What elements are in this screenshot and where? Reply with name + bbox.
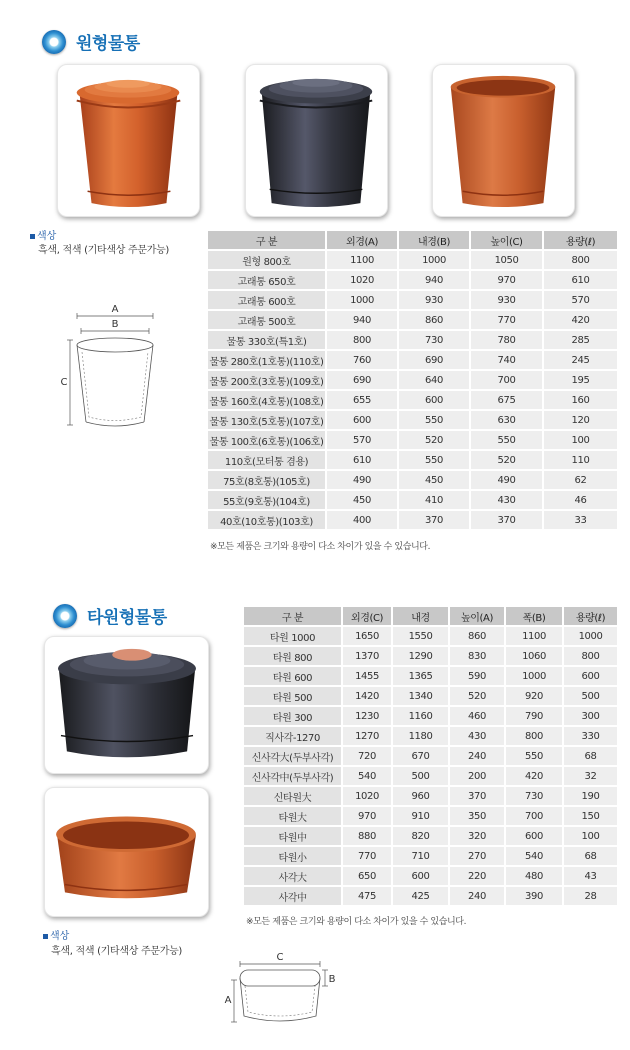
table-cell-model: 물통 130호(5호통)(107호) (208, 411, 327, 429)
table-cell-model: 물통 280호(1호통)(110호) (208, 351, 327, 369)
table-cell-value: 420 (506, 767, 564, 785)
table-row (208, 391, 617, 409)
table-cell-value: 1020 (343, 787, 393, 805)
table-cell-value: 600 (564, 667, 617, 685)
table-row (244, 867, 617, 885)
table-cell-model: 타원 500 (244, 687, 343, 705)
table-cell-value: 930 (399, 291, 471, 309)
table-cell-value: 120 (544, 411, 617, 429)
table-cell-value: 670 (393, 747, 450, 765)
table-row (244, 807, 617, 825)
table-cell-model: 원형 800호 (208, 251, 327, 269)
table-cell-value: 1180 (393, 727, 450, 745)
table-cell-value: 760 (327, 351, 399, 369)
blue-circle-bullet-icon (53, 604, 77, 628)
table-row (244, 627, 617, 645)
table-cell-value: 1160 (393, 707, 450, 725)
table-row (208, 511, 617, 529)
table-cell-model: 타원 300 (244, 707, 343, 725)
table-cell-value: 480 (506, 867, 564, 885)
round-tub-spec-table (208, 229, 617, 531)
table-cell-value: 655 (327, 391, 399, 409)
table-cell-value: 1290 (393, 647, 450, 665)
table-cell-value: 550 (399, 411, 471, 429)
table-header-cell: 외경(C) (343, 607, 393, 625)
dimension-label-a: A (111, 304, 119, 315)
table-cell-value: 490 (327, 471, 399, 489)
table-cell-model: 물통 200호(3호통)(109호) (208, 371, 327, 389)
table-row (244, 727, 617, 745)
table-row (244, 767, 617, 785)
table-cell-value: 570 (327, 431, 399, 449)
dimension-label-b: B (328, 974, 336, 985)
table-header-cell: 높이(A) (450, 607, 506, 625)
table-header-cell: 내경 (393, 607, 450, 625)
table-row (208, 411, 617, 429)
table-row (208, 351, 617, 369)
table-cell-value: 420 (544, 311, 617, 329)
table-cell-model: 물통 100호(6호통)(106호) (208, 431, 327, 449)
square-bullet-icon (43, 934, 48, 939)
table-header-cell: 높이(C) (471, 231, 544, 249)
table-cell-value: 780 (471, 331, 544, 349)
table-cell-value: 245 (544, 351, 617, 369)
table-cell-value: 1365 (393, 667, 450, 685)
table-cell-value: 400 (327, 511, 399, 529)
table-cell-value: 570 (544, 291, 617, 309)
table-cell-value: 920 (506, 687, 564, 705)
table-cell-model: 물통 330호(특1호) (208, 331, 327, 349)
table-cell-value: 520 (399, 431, 471, 449)
table-cell-value: 600 (327, 411, 399, 429)
table-cell-value: 960 (393, 787, 450, 805)
table-cell-model: 타원小 (244, 847, 343, 865)
black-oval-tub-with-lid-photo (44, 636, 209, 774)
table-cell-value: 860 (399, 311, 471, 329)
table-cell-value: 730 (399, 331, 471, 349)
table-cell-value: 590 (450, 667, 506, 685)
table-cell-value: 500 (564, 687, 617, 705)
red-oval-tub-open-photo (44, 787, 209, 917)
table-cell-value: 520 (450, 687, 506, 705)
table-cell-value: 240 (450, 887, 506, 905)
section1-note: ※모든 제품은 크기와 용량이 다소 차이가 있을 수 있습니다. (210, 542, 431, 552)
table-cell-value: 150 (564, 807, 617, 825)
table-cell-value: 450 (327, 491, 399, 509)
blue-circle-bullet-icon (42, 30, 66, 54)
table-cell-value: 1370 (343, 647, 393, 665)
table-header-cell: 내경(B) (399, 231, 471, 249)
table-cell-model: 타원大 (244, 807, 343, 825)
table-cell-value: 1340 (393, 687, 450, 705)
table-row (208, 451, 617, 469)
section2-note: ※모든 제품은 크기와 용량이 다소 차이가 있을 수 있습니다. (246, 917, 467, 927)
table-cell-value: 160 (544, 391, 617, 409)
table-cell-value: 700 (506, 807, 564, 825)
table-row (208, 251, 617, 269)
section1-color-value: 흑색, 적색 (기타색상 주문가능) (38, 245, 170, 256)
table-cell-value: 1420 (343, 687, 393, 705)
table-cell-value: 1270 (343, 727, 393, 745)
table-cell-value: 600 (399, 391, 471, 409)
square-bullet-icon (30, 234, 35, 239)
dimension-label-c: C (60, 377, 68, 388)
table-cell-value: 540 (506, 847, 564, 865)
table-row (244, 827, 617, 845)
table-cell-value: 190 (564, 787, 617, 805)
table-cell-value: 270 (450, 847, 506, 865)
table-cell-value: 610 (327, 451, 399, 469)
table-cell-value: 350 (450, 807, 506, 825)
section2-title (53, 603, 167, 628)
table-cell-value: 940 (399, 271, 471, 289)
table-cell-value: 46 (544, 491, 617, 509)
table-cell-value: 600 (393, 867, 450, 885)
table-header-cell: 용량(ℓ) (544, 231, 617, 249)
table-cell-value: 370 (399, 511, 471, 529)
table-cell-value: 195 (544, 371, 617, 389)
table-cell-value: 1650 (343, 627, 393, 645)
table-header-cell: 구 분 (208, 231, 327, 249)
table-header-row (208, 231, 617, 249)
dimension-label-b: B (111, 319, 119, 330)
table-cell-value: 1230 (343, 707, 393, 725)
table-cell-value: 430 (450, 727, 506, 745)
table-cell-value: 790 (506, 707, 564, 725)
table-cell-value: 650 (343, 867, 393, 885)
table-row (208, 491, 617, 509)
table-cell-value: 1020 (327, 271, 399, 289)
table-cell-value: 430 (471, 491, 544, 509)
table-cell-value: 800 (327, 331, 399, 349)
table-cell-value: 550 (399, 451, 471, 469)
table-cell-value: 970 (343, 807, 393, 825)
section1-title-text: 원형물통 (76, 34, 140, 54)
table-cell-model: 55호(9호통)(104호) (208, 491, 327, 509)
table-cell-value: 410 (399, 491, 471, 509)
table-cell-model: 타원 1000 (244, 627, 343, 645)
table-cell-value: 200 (450, 767, 506, 785)
table-cell-value: 600 (506, 827, 564, 845)
table-cell-model: 타원 800 (244, 647, 343, 665)
round-tub-dimension-diagram (55, 300, 165, 435)
table-cell-value: 370 (471, 511, 544, 529)
table-row (244, 887, 617, 905)
table-header-cell: 외경(A) (327, 231, 399, 249)
table-cell-value: 1100 (327, 251, 399, 269)
table-row (244, 687, 617, 705)
table-cell-value: 830 (450, 647, 506, 665)
table-cell-value: 330 (564, 727, 617, 745)
table-cell-value: 110 (544, 451, 617, 469)
table-cell-value: 910 (393, 807, 450, 825)
table-cell-model: 신사각中(두부사각) (244, 767, 343, 785)
table-cell-value: 610 (544, 271, 617, 289)
table-row (208, 471, 617, 489)
table-cell-value: 475 (343, 887, 393, 905)
table-cell-model: 고래통 500호 (208, 311, 327, 329)
table-row (208, 271, 617, 289)
table-cell-model: 타원中 (244, 827, 343, 845)
table-cell-value: 800 (544, 251, 617, 269)
table-cell-model: 신사각大(두부사각) (244, 747, 343, 765)
table-row (208, 291, 617, 309)
table-cell-model: 물통 160호(4호통)(108호) (208, 391, 327, 409)
table-cell-value: 1455 (343, 667, 393, 685)
table-cell-value: 100 (564, 827, 617, 845)
table-cell-model: 사각中 (244, 887, 343, 905)
table-header-cell: 구 분 (244, 607, 343, 625)
table-row (208, 431, 617, 449)
oval-tub-dimension-diagram (222, 950, 342, 1030)
table-cell-value: 700 (471, 371, 544, 389)
table-row (208, 371, 617, 389)
table-cell-model: 신타원大 (244, 787, 343, 805)
table-cell-value: 68 (564, 747, 617, 765)
table-cell-model: 직사각-1270 (244, 727, 343, 745)
table-row (244, 667, 617, 685)
table-cell-value: 425 (393, 887, 450, 905)
table-cell-value: 220 (450, 867, 506, 885)
oval-tub-spec-table (244, 605, 617, 907)
table-cell-value: 690 (327, 371, 399, 389)
section1-title (42, 29, 140, 54)
section2-color-label: 색상 (43, 927, 69, 942)
table-cell-value: 300 (564, 707, 617, 725)
table-header-row (244, 607, 617, 625)
table-cell-model: 타원 600 (244, 667, 343, 685)
table-cell-value: 1550 (393, 627, 450, 645)
table-cell-value: 1060 (506, 647, 564, 665)
table-cell-value: 62 (544, 471, 617, 489)
table-cell-value: 370 (450, 787, 506, 805)
table-row (244, 847, 617, 865)
table-cell-value: 1000 (564, 627, 617, 645)
table-cell-value: 970 (471, 271, 544, 289)
table-cell-value: 1000 (506, 667, 564, 685)
table-cell-value: 800 (564, 647, 617, 665)
table-cell-value: 1050 (471, 251, 544, 269)
table-cell-value: 740 (471, 351, 544, 369)
table-cell-value: 880 (343, 827, 393, 845)
table-cell-value: 730 (506, 787, 564, 805)
table-cell-value: 540 (343, 767, 393, 785)
table-cell-value: 675 (471, 391, 544, 409)
red-round-tub-open-photo (432, 64, 575, 217)
table-row (208, 331, 617, 349)
table-cell-value: 320 (450, 827, 506, 845)
table-cell-value: 32 (564, 767, 617, 785)
red-round-tub-with-lid-photo (57, 64, 200, 217)
table-cell-value: 800 (506, 727, 564, 745)
table-cell-value: 33 (544, 511, 617, 529)
section2-color-value: 흑색, 적색 (기타색상 주문가능) (51, 946, 183, 957)
table-row (208, 311, 617, 329)
table-cell-model: 고래통 600호 (208, 291, 327, 309)
table-cell-value: 770 (343, 847, 393, 865)
table-cell-value: 720 (343, 747, 393, 765)
table-cell-model: 40호(10호통)(103호) (208, 511, 327, 529)
table-cell-value: 450 (399, 471, 471, 489)
table-cell-value: 285 (544, 331, 617, 349)
table-cell-value: 940 (327, 311, 399, 329)
dimension-label-c: C (276, 952, 284, 963)
section1-color-label: 색상 (30, 227, 56, 242)
table-cell-value: 630 (471, 411, 544, 429)
table-cell-value: 860 (450, 627, 506, 645)
table-row (244, 747, 617, 765)
table-header-cell: 폭(B) (506, 607, 564, 625)
table-cell-value: 500 (393, 767, 450, 785)
table-cell-value: 490 (471, 471, 544, 489)
table-cell-model: 고래통 650호 (208, 271, 327, 289)
table-cell-value: 520 (471, 451, 544, 469)
table-row (244, 707, 617, 725)
table-cell-value: 640 (399, 371, 471, 389)
table-row (244, 647, 617, 665)
black-round-tub-with-lid-photo (245, 64, 388, 217)
table-cell-value: 240 (450, 747, 506, 765)
table-cell-value: 1000 (399, 251, 471, 269)
table-cell-value: 43 (564, 867, 617, 885)
table-cell-value: 460 (450, 707, 506, 725)
table-cell-value: 28 (564, 887, 617, 905)
table-cell-value: 930 (471, 291, 544, 309)
table-cell-value: 1100 (506, 627, 564, 645)
table-cell-value: 550 (506, 747, 564, 765)
table-cell-model: 110호(모터통 겸용) (208, 451, 327, 469)
table-row (244, 787, 617, 805)
table-cell-value: 820 (393, 827, 450, 845)
table-cell-value: 710 (393, 847, 450, 865)
table-cell-value: 1000 (327, 291, 399, 309)
table-header-cell: 용량(ℓ) (564, 607, 617, 625)
table-cell-value: 68 (564, 847, 617, 865)
table-cell-value: 770 (471, 311, 544, 329)
table-cell-model: 75호(8호통)(105호) (208, 471, 327, 489)
table-cell-value: 690 (399, 351, 471, 369)
section2-title-text: 타원형물통 (87, 608, 167, 628)
table-cell-value: 100 (544, 431, 617, 449)
table-cell-value: 550 (471, 431, 544, 449)
table-cell-model: 사각大 (244, 867, 343, 885)
dimension-label-a: A (224, 995, 232, 1006)
table-cell-value: 390 (506, 887, 564, 905)
